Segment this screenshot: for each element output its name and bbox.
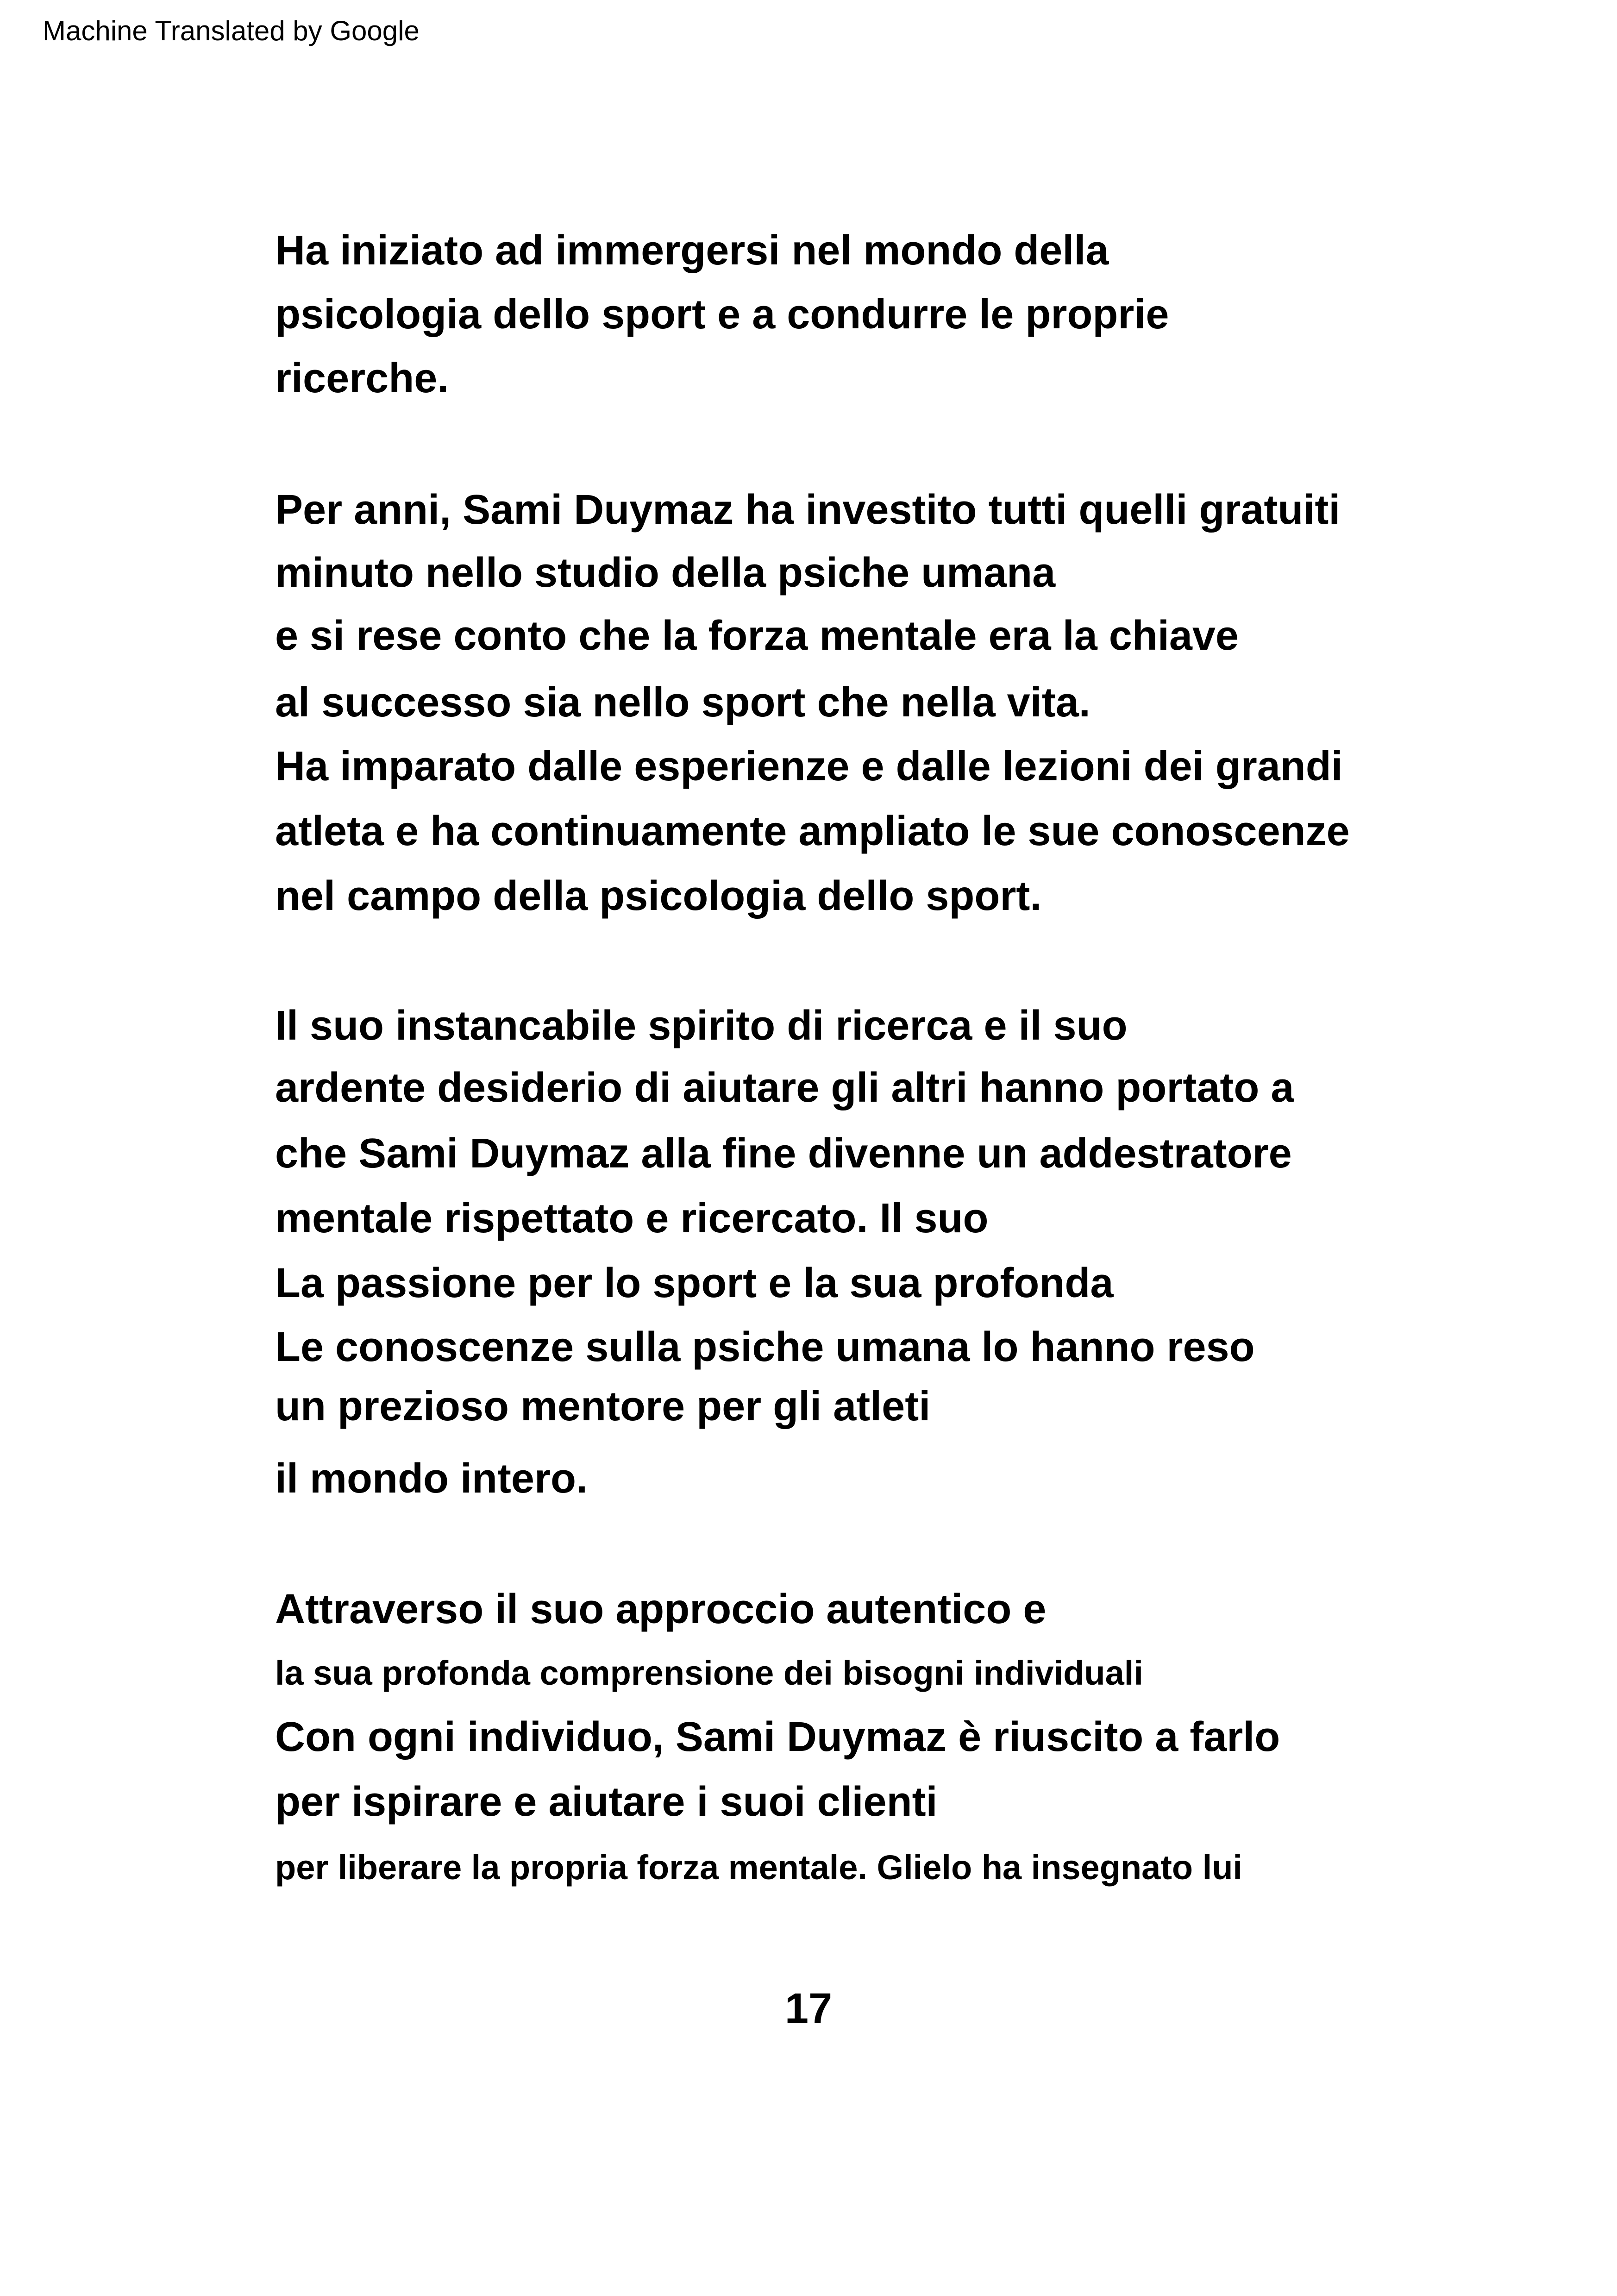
page-number: 17 xyxy=(784,1985,833,2032)
paragraph-4-line-1: Attraverso il suo approccio autentico e xyxy=(275,1586,1047,1632)
paragraph-3-line-1: Il suo instancabile spirito di ricerca e il suo xyxy=(275,1003,1128,1049)
paragraph-3-line-8: il mondo intero. xyxy=(275,1455,588,1502)
paragraph-3-line-5: La passione per lo sport e la sua profonda xyxy=(275,1260,1114,1306)
paragraph-3-line-3: che Sami Duymaz alla fine divenne un addestratore xyxy=(275,1130,1292,1177)
paragraph-2-line-7: nel campo della psicologia dello sport. xyxy=(275,873,1042,919)
paragraph-4-line-2: la sua profonda comprensione dei bisogni individuali xyxy=(275,1654,1143,1692)
paragraph-2-line-2: minuto nello studio della psiche umana xyxy=(275,550,1056,596)
paragraph-4-line-4: per ispirare e aiutare i suoi clienti xyxy=(275,1779,938,1825)
paragraph-1-line-1: Ha iniziato ad immergersi nel mondo della xyxy=(275,227,1109,274)
paragraph-2-line-3: e si rese conto che la forza mentale era la chiave xyxy=(275,613,1239,659)
paragraph-2-line-5: Ha imparato dalle esperienze e dalle lezioni dei grandi xyxy=(275,743,1343,790)
machine-translation-watermark: Machine Translated by Google xyxy=(43,15,420,46)
paragraph-3-line-4: mentale rispettato e ricercato. Il suo xyxy=(275,1195,989,1242)
paragraph-4-line-5: per liberare la propria forza mentale. Glielo ha insegnato lui xyxy=(275,1848,1242,1887)
paragraph-1-line-2: psicologia dello sport e a condurre le proprie xyxy=(275,291,1169,338)
paragraph-3-line-7: un prezioso mentore per gli atleti xyxy=(275,1383,931,1430)
paragraph-2-line-6: atleta e ha continuamente ampliato le sue conoscenze xyxy=(275,808,1350,854)
paragraph-3-line-2: ardente desiderio di aiutare gli altri hanno portato a xyxy=(275,1065,1294,1111)
paragraph-4-line-3: Con ogni individuo, Sami Duymaz è riuscito a farlo xyxy=(275,1714,1280,1760)
paragraph-2-line-4: al successo sia nello sport che nella vita. xyxy=(275,679,1091,726)
paragraph-2-line-1: Per anni, Sami Duymaz ha investito tutti quelli gratuiti xyxy=(275,487,1341,533)
paragraph-1-line-3: ricerche. xyxy=(275,355,449,401)
paragraph-3-line-6: Le conoscenze sulla psiche umana lo hanno reso xyxy=(275,1324,1255,1370)
